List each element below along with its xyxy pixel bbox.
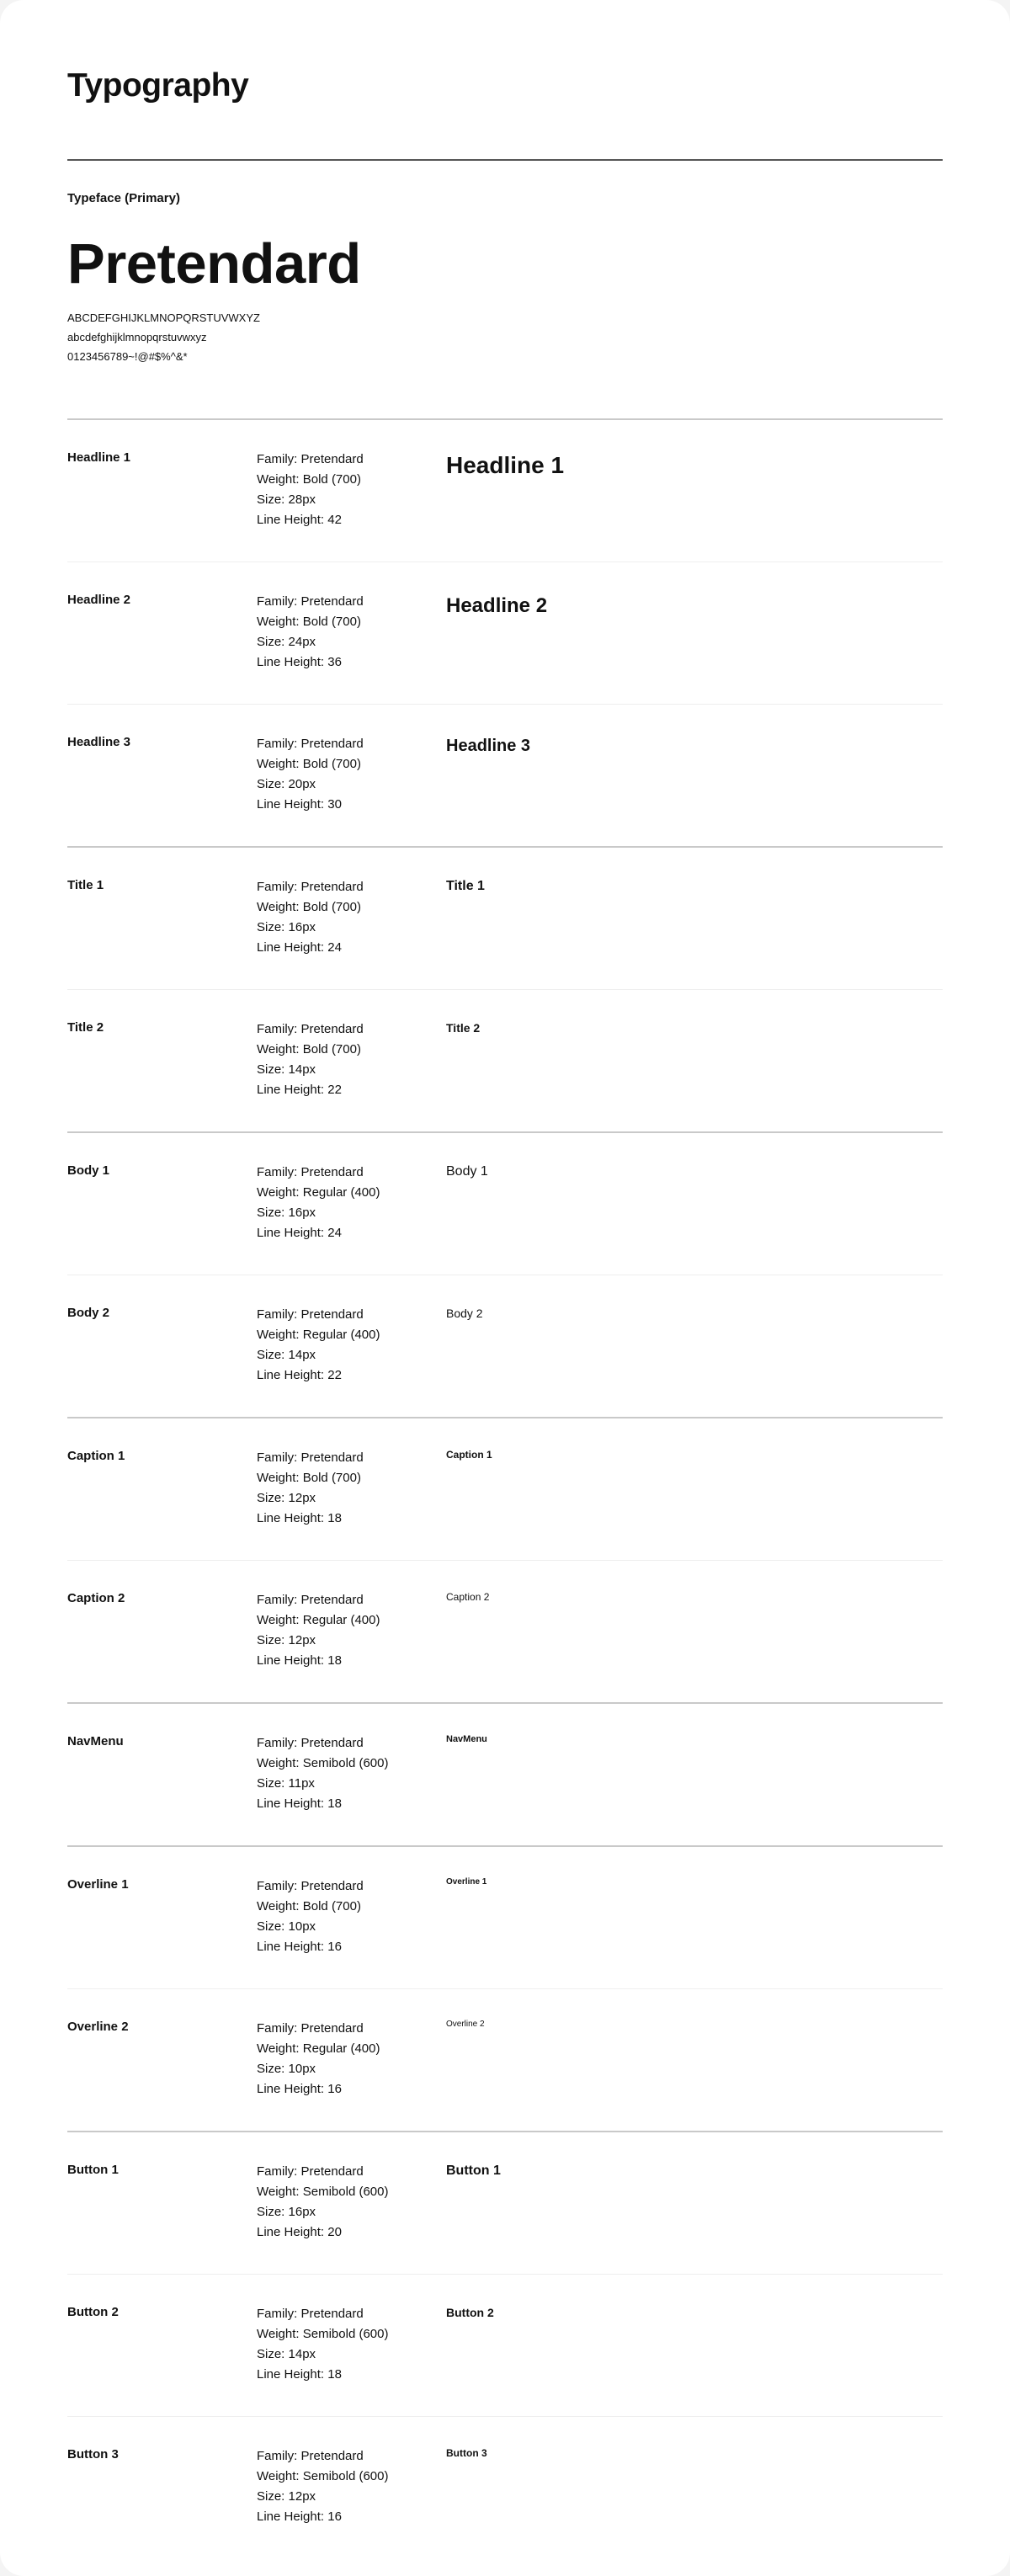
spec-weight: Weight: Bold (700) [257, 615, 361, 629]
style-name: Button 1 [67, 2163, 119, 2177]
spec-line-height: Line Height: 30 [257, 797, 342, 812]
style-specs [257, 592, 446, 704]
style-sample: Overline 1 [446, 1877, 487, 1887]
spec-line-height: Line Height: 24 [257, 1226, 342, 1240]
style-name: Title 2 [67, 1020, 104, 1035]
style-sample-column [446, 1876, 943, 1988]
style-sample: Title 2 [446, 1021, 481, 1035]
spec-weight: Weight: Bold (700) [257, 472, 361, 487]
typeface-label: Typeface (Primary) [67, 191, 180, 205]
style-specs [257, 1019, 446, 1131]
spec-size: Size: 10px [257, 2062, 316, 2076]
style-specs [257, 1305, 446, 1417]
style-name: Caption 2 [67, 1591, 125, 1605]
spec-weight: Weight: Bold (700) [257, 757, 361, 771]
style-sample-column [446, 734, 943, 846]
style-sample: Body 1 [446, 1164, 488, 1179]
typeface-section [67, 161, 943, 366]
style-sample-column [446, 1733, 943, 1845]
spec-family: Family: Pretendard [257, 1307, 364, 1322]
spec-weight: Weight: Semibold (600) [257, 2327, 389, 2341]
style-name: Headline 3 [67, 735, 131, 749]
style-sample: Caption 2 [446, 1591, 490, 1603]
spec-size: Size: 12px [257, 1633, 316, 1647]
style-sample-column [446, 2304, 943, 2416]
style-name: Caption 1 [67, 1449, 125, 1463]
spec-weight: Weight: Bold (700) [257, 1042, 361, 1056]
style-name: Button 2 [67, 2305, 119, 2319]
glyph-uppercase: ABCDEFGHIJKLMNOPQRSTUVWXYZ [67, 311, 260, 324]
spec-line-height: Line Height: 24 [257, 940, 342, 955]
typeface-name: Pretendard [67, 232, 361, 295]
spec-size: Size: 16px [257, 2205, 316, 2219]
spec-size: Size: 24px [257, 635, 316, 649]
type-style-row-button-2 [67, 2275, 943, 2416]
spec-line-height: Line Height: 16 [257, 2082, 342, 2096]
glyph-numerals: 0123456789~!@#$%^&* [67, 350, 188, 363]
type-style-row-headline-2 [67, 562, 943, 704]
style-name: NavMenu [67, 1734, 124, 1748]
glyph-specimen [67, 308, 943, 366]
type-style-row-title-2 [67, 990, 943, 1131]
style-sample-column [446, 877, 943, 989]
spec-line-height: Line Height: 42 [257, 513, 342, 527]
style-specs [257, 734, 446, 846]
type-scale-list [67, 418, 943, 2558]
style-sample: Caption 1 [446, 1449, 492, 1461]
style-sample: Headline 3 [446, 737, 531, 755]
spec-family: Family: Pretendard [257, 1450, 364, 1465]
style-sample-column [446, 1163, 943, 1275]
spec-weight: Weight: Regular (400) [257, 1328, 380, 1342]
spec-weight: Weight: Bold (700) [257, 1899, 361, 1913]
type-style-row-navmenu [67, 1704, 943, 1845]
spec-line-height: Line Height: 36 [257, 655, 342, 669]
style-specs [257, 1163, 446, 1275]
spec-size: Size: 10px [257, 1919, 316, 1934]
spec-size: Size: 14px [257, 1348, 316, 1362]
spec-size: Size: 12px [257, 2489, 316, 2504]
spec-family: Family: Pretendard [257, 1593, 364, 1607]
spec-line-height: Line Height: 18 [257, 1511, 342, 1525]
spec-family: Family: Pretendard [257, 2164, 364, 2179]
style-specs [257, 877, 446, 989]
spec-family: Family: Pretendard [257, 1022, 364, 1036]
style-sample: NavMenu [446, 1734, 487, 1744]
spec-size: Size: 20px [257, 777, 316, 791]
glyph-lowercase: abcdefghijklmnopqrstuvwxyz [67, 331, 207, 343]
style-sample: Button 3 [446, 2447, 487, 2459]
spec-line-height: Line Height: 18 [257, 1653, 342, 1668]
style-name: Overline 2 [67, 2020, 129, 2034]
style-specs [257, 2304, 446, 2416]
style-sample-column [446, 2446, 943, 2558]
spec-line-height: Line Height: 22 [257, 1083, 342, 1097]
style-sample: Title 1 [446, 879, 485, 893]
style-specs [257, 450, 446, 562]
spec-weight: Weight: Bold (700) [257, 1471, 361, 1485]
type-style-row-caption-2 [67, 1561, 943, 1702]
spec-size: Size: 28px [257, 492, 316, 507]
spec-line-height: Line Height: 22 [257, 1368, 342, 1382]
spec-weight: Weight: Regular (400) [257, 1613, 380, 1627]
style-sample-column [446, 592, 943, 704]
spec-family: Family: Pretendard [257, 880, 364, 894]
spec-line-height: Line Height: 18 [257, 2367, 342, 2382]
style-specs [257, 2162, 446, 2274]
spec-size: Size: 14px [257, 1062, 316, 1077]
type-style-row-headline-3 [67, 705, 943, 846]
type-style-row-caption-1 [67, 1418, 943, 1560]
type-style-row-overline-2 [67, 1989, 943, 2131]
spec-size: Size: 11px [257, 1776, 315, 1791]
spec-size: Size: 16px [257, 1206, 316, 1220]
spec-size: Size: 14px [257, 2347, 316, 2361]
style-specs [257, 2019, 446, 2131]
spec-weight: Weight: Semibold (600) [257, 2469, 389, 2483]
spec-family: Family: Pretendard [257, 452, 364, 466]
type-style-row-body-2 [67, 1275, 943, 1417]
style-sample: Overline 2 [446, 2020, 485, 2029]
type-style-row-title-1 [67, 848, 943, 989]
style-sample: Headline 2 [446, 594, 548, 617]
spec-line-height: Line Height: 16 [257, 2509, 342, 2524]
style-name: Button 3 [67, 2447, 119, 2462]
style-sample-column [446, 2019, 943, 2131]
spec-family: Family: Pretendard [257, 737, 364, 751]
style-specs [257, 1733, 446, 1845]
style-sample: Body 2 [446, 1307, 483, 1320]
style-specs [257, 1590, 446, 1702]
style-name: Headline 2 [67, 593, 131, 607]
style-sample: Button 2 [446, 2306, 494, 2319]
style-sample-column [446, 1019, 943, 1131]
spec-line-height: Line Height: 20 [257, 2225, 342, 2239]
spec-size: Size: 12px [257, 1491, 316, 1505]
style-specs [257, 1876, 446, 1988]
page-title: Typography [67, 67, 249, 104]
style-sample-column [446, 1305, 943, 1417]
spec-line-height: Line Height: 18 [257, 1796, 342, 1811]
style-name: Body 2 [67, 1306, 110, 1320]
style-specs [257, 1448, 446, 1560]
spec-family: Family: Pretendard [257, 594, 364, 609]
type-style-row-button-3 [67, 2417, 943, 2558]
style-sample-column [446, 1590, 943, 1702]
spec-weight: Weight: Regular (400) [257, 1185, 380, 1200]
type-style-row-button-1 [67, 2132, 943, 2274]
spec-family: Family: Pretendard [257, 1736, 364, 1750]
spec-weight: Weight: Bold (700) [257, 900, 361, 914]
spec-weight: Weight: Semibold (600) [257, 2185, 389, 2199]
spec-family: Family: Pretendard [257, 1879, 364, 1893]
spec-family: Family: Pretendard [257, 2021, 364, 2036]
style-sample: Button 1 [446, 2164, 501, 2178]
spec-weight: Weight: Semibold (600) [257, 1756, 389, 1770]
style-name: Body 1 [67, 1163, 110, 1178]
style-sample-column [446, 2162, 943, 2274]
style-name: Title 1 [67, 878, 104, 892]
spec-size: Size: 16px [257, 920, 316, 934]
spec-family: Family: Pretendard [257, 1165, 364, 1179]
spec-family: Family: Pretendard [257, 2449, 364, 2463]
type-style-row-headline-1 [67, 420, 943, 562]
spec-weight: Weight: Regular (400) [257, 2041, 380, 2056]
style-name: Headline 1 [67, 450, 131, 465]
style-sample-column [446, 1448, 943, 1560]
style-sample-column [446, 450, 943, 562]
style-sample: Headline 1 [446, 452, 565, 478]
style-specs [257, 2446, 446, 2558]
style-name: Overline 1 [67, 1877, 129, 1892]
type-style-row-overline-1 [67, 1847, 943, 1988]
spec-line-height: Line Height: 16 [257, 1940, 342, 1954]
spec-family: Family: Pretendard [257, 2307, 364, 2321]
type-style-row-body-1 [67, 1133, 943, 1275]
